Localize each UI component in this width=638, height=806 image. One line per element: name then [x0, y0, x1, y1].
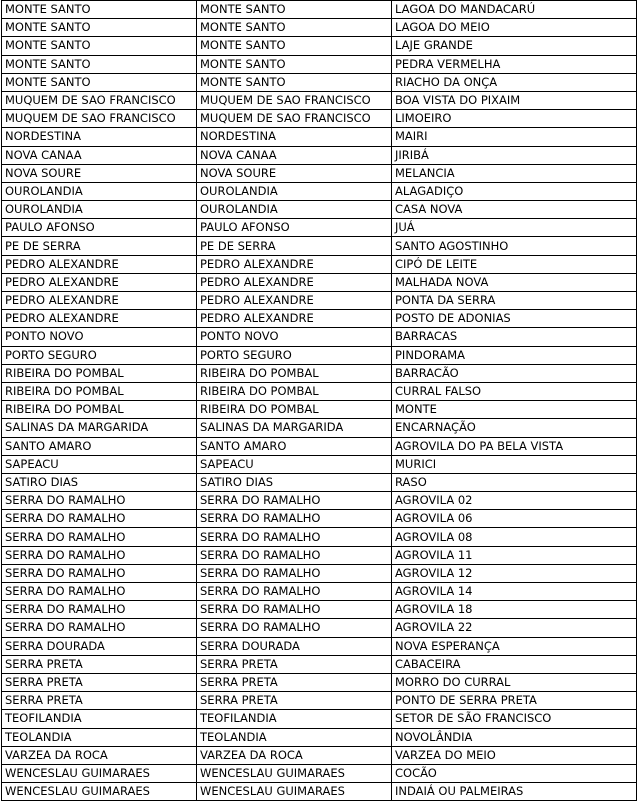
municipality-cell: TEOLANDIA: [2, 728, 197, 746]
locality-cell: CABACEIRA: [392, 655, 637, 673]
municipality-repeat-cell: SALINAS DA MARGARIDA: [197, 419, 392, 437]
municipality-repeat-cell: SERRA PRETA: [197, 692, 392, 710]
municipality-repeat-cell: NOVA SOURE: [197, 164, 392, 182]
municipality-cell: MONTE SANTO: [2, 1, 197, 19]
municipality-cell: PEDRO ALEXANDRE: [2, 255, 197, 273]
municipality-repeat-cell: PEDRO ALEXANDRE: [197, 273, 392, 291]
municipality-repeat-cell: NORDESTINA: [197, 128, 392, 146]
municipality-repeat-cell: SERRA DO RAMALHO: [197, 564, 392, 582]
locality-cell: PONTA DA SERRA: [392, 292, 637, 310]
locality-cell: PEDRA VERMELHA: [392, 55, 637, 73]
locality-cell: MURICI: [392, 455, 637, 473]
locality-cell: AGROVILA 02: [392, 492, 637, 510]
municipality-cell: SERRA DO RAMALHO: [2, 492, 197, 510]
locality-cell: SETOR DE SÃO FRANCISCO: [392, 710, 637, 728]
municipality-cell: NORDESTINA: [2, 128, 197, 146]
locality-cell: LAJE GRANDE: [392, 37, 637, 55]
locality-cell: AGROVILA 22: [392, 619, 637, 637]
table-row: [2, 437, 637, 455]
table-row: [2, 110, 637, 128]
table-row: [2, 164, 637, 182]
table-row: [2, 91, 637, 109]
locality-cell: COCÃO: [392, 764, 637, 782]
municipality-repeat-cell: SERRA DO RAMALHO: [197, 619, 392, 637]
table-row: [2, 401, 637, 419]
locality-cell: RASO: [392, 473, 637, 491]
municipality-repeat-cell: SERRA PRETA: [197, 655, 392, 673]
municipality-repeat-cell: MONTE SANTO: [197, 19, 392, 37]
locality-cell: BOA VISTA DO PIXAIM: [392, 91, 637, 109]
municipality-cell: VARZEA DA ROCA: [2, 746, 197, 764]
municipality-cell: SERRA PRETA: [2, 673, 197, 691]
municipality-cell: SERRA DO RAMALHO: [2, 546, 197, 564]
table-row: [2, 364, 637, 382]
municipality-cell: WENCESLAU GUIMARAES: [2, 764, 197, 782]
municipality-repeat-cell: RIBEIRA DO POMBAL: [197, 364, 392, 382]
table-row: [2, 55, 637, 73]
municipality-repeat-cell: PEDRO ALEXANDRE: [197, 310, 392, 328]
table-row: [2, 201, 637, 219]
table-body: [2, 1, 637, 801]
table-row: [2, 1, 637, 19]
table-row: [2, 783, 637, 801]
municipality-repeat-cell: SERRA DO RAMALHO: [197, 546, 392, 564]
municipality-repeat-cell: PEDRO ALEXANDRE: [197, 292, 392, 310]
locality-cell: ALAGADIÇO: [392, 182, 637, 200]
municipality-repeat-cell: PE DE SERRA: [197, 237, 392, 255]
table-row: [2, 546, 637, 564]
locality-cell: CASA NOVA: [392, 201, 637, 219]
municipality-cell: MONTE SANTO: [2, 55, 197, 73]
locality-cell: MAIRI: [392, 128, 637, 146]
locality-cell: MALHADA NOVA: [392, 273, 637, 291]
municipality-repeat-cell: PEDRO ALEXANDRE: [197, 255, 392, 273]
municipality-cell: PONTO NOVO: [2, 328, 197, 346]
municipality-repeat-cell: WENCESLAU GUIMARAES: [197, 764, 392, 782]
table-row: [2, 346, 637, 364]
table-row: [2, 182, 637, 200]
table-row: [2, 655, 637, 673]
municipality-cell: SATIRO DIAS: [2, 473, 197, 491]
municipality-repeat-cell: SERRA DO RAMALHO: [197, 492, 392, 510]
municipality-repeat-cell: SATIRO DIAS: [197, 473, 392, 491]
locality-cell: NOVA ESPERANÇA: [392, 637, 637, 655]
municipality-cell: MONTE SANTO: [2, 19, 197, 37]
locality-cell: CIPÓ DE LEITE: [392, 255, 637, 273]
table-row: [2, 219, 637, 237]
table-row: [2, 528, 637, 546]
municipality-cell: PEDRO ALEXANDRE: [2, 273, 197, 291]
table-row: [2, 382, 637, 400]
municipality-cell: PAULO AFONSO: [2, 219, 197, 237]
municipality-cell: OUROLANDIA: [2, 182, 197, 200]
municipality-cell: SERRA DO RAMALHO: [2, 619, 197, 637]
municipality-repeat-cell: SERRA DO RAMALHO: [197, 601, 392, 619]
municipality-cell: RIBEIRA DO POMBAL: [2, 364, 197, 382]
municipality-repeat-cell: SERRA PRETA: [197, 673, 392, 691]
municipality-cell: SERRA DO RAMALHO: [2, 601, 197, 619]
table-row: [2, 619, 637, 637]
municipality-repeat-cell: PONTO NOVO: [197, 328, 392, 346]
locality-cell: INDAIÁ OU PALMEIRAS: [392, 783, 637, 801]
municipality-cell: SERRA PRETA: [2, 655, 197, 673]
municipality-repeat-cell: SAPEACU: [197, 455, 392, 473]
municipality-repeat-cell: MONTE SANTO: [197, 73, 392, 91]
municipality-repeat-cell: SERRA DO RAMALHO: [197, 583, 392, 601]
municipality-cell: SERRA PRETA: [2, 692, 197, 710]
municipality-cell: PE DE SERRA: [2, 237, 197, 255]
locality-cell: BARRACAS: [392, 328, 637, 346]
municipality-repeat-cell: MONTE SANTO: [197, 1, 392, 19]
municipality-repeat-cell: TEOLANDIA: [197, 728, 392, 746]
locality-cell: AGROVILA 18: [392, 601, 637, 619]
municipality-repeat-cell: WENCESLAU GUIMARAES: [197, 783, 392, 801]
table-row: [2, 710, 637, 728]
table-row: [2, 510, 637, 528]
municipality-repeat-cell: PAULO AFONSO: [197, 219, 392, 237]
table-row: [2, 37, 637, 55]
locality-cell: AGROVILA 14: [392, 583, 637, 601]
locality-cell: CURRAL FALSO: [392, 382, 637, 400]
municipality-repeat-cell: SERRA DOURADA: [197, 637, 392, 655]
table-row: [2, 455, 637, 473]
table-row: [2, 19, 637, 37]
municipality-repeat-cell: NOVA CANAA: [197, 146, 392, 164]
municipality-repeat-cell: VARZEA DA ROCA: [197, 746, 392, 764]
municipality-cell: MUQUEM DE SAO FRANCISCO: [2, 91, 197, 109]
municipality-cell: SALINAS DA MARGARIDA: [2, 419, 197, 437]
data-table: [1, 0, 637, 801]
municipality-repeat-cell: SERRA DO RAMALHO: [197, 528, 392, 546]
locality-cell: MORRO DO CURRAL: [392, 673, 637, 691]
municipality-cell: PORTO SEGURO: [2, 346, 197, 364]
municipality-repeat-cell: PORTO SEGURO: [197, 346, 392, 364]
table-row: [2, 419, 637, 437]
locality-cell: AGROVILA 06: [392, 510, 637, 528]
table-row: [2, 692, 637, 710]
table-row: [2, 73, 637, 91]
municipality-cell: MONTE SANTO: [2, 73, 197, 91]
table-row: [2, 473, 637, 491]
municipality-cell: SERRA DO RAMALHO: [2, 510, 197, 528]
table-row: [2, 128, 637, 146]
locality-cell: AGROVILA 12: [392, 564, 637, 582]
municipality-repeat-cell: MONTE SANTO: [197, 37, 392, 55]
table-row: [2, 146, 637, 164]
locality-cell: PONTO DE SERRA PRETA: [392, 692, 637, 710]
municipality-cell: SERRA DOURADA: [2, 637, 197, 655]
table-row: [2, 310, 637, 328]
municipality-cell: TEOFILANDIA: [2, 710, 197, 728]
municipality-repeat-cell: MONTE SANTO: [197, 55, 392, 73]
table-row: [2, 601, 637, 619]
municipality-cell: NOVA SOURE: [2, 164, 197, 182]
locality-cell: BARRACÃO: [392, 364, 637, 382]
table-row: [2, 728, 637, 746]
municipality-cell: OUROLANDIA: [2, 201, 197, 219]
table-row: [2, 583, 637, 601]
locality-cell: LAGOA DO MANDACARÚ: [392, 1, 637, 19]
locality-cell: SANTO AGOSTINHO: [392, 237, 637, 255]
municipality-repeat-cell: OUROLANDIA: [197, 201, 392, 219]
table-row: [2, 328, 637, 346]
table-row: [2, 273, 637, 291]
locality-cell: MONTE: [392, 401, 637, 419]
municipality-cell: MONTE SANTO: [2, 37, 197, 55]
municipality-cell: SAPEACU: [2, 455, 197, 473]
locality-cell: AGROVILA 08: [392, 528, 637, 546]
municipality-cell: SERRA DO RAMALHO: [2, 583, 197, 601]
locality-cell: POSTO DE ADONIAS: [392, 310, 637, 328]
table-row: [2, 764, 637, 782]
locality-cell: NOVOLÂNDIA: [392, 728, 637, 746]
municipality-repeat-cell: OUROLANDIA: [197, 182, 392, 200]
municipality-repeat-cell: RIBEIRA DO POMBAL: [197, 382, 392, 400]
table-row: [2, 637, 637, 655]
municipality-cell: MUQUEM DE SAO FRANCISCO: [2, 110, 197, 128]
table-row: [2, 564, 637, 582]
locality-cell: AGROVILA DO PA BELA VISTA: [392, 437, 637, 455]
locality-cell: AGROVILA 11: [392, 546, 637, 564]
table-row: [2, 673, 637, 691]
locality-cell: JIRIBÁ: [392, 146, 637, 164]
table-row: [2, 292, 637, 310]
locality-cell: JUÁ: [392, 219, 637, 237]
municipality-cell: SANTO AMARO: [2, 437, 197, 455]
municipality-repeat-cell: MUQUEM DE SAO FRANCISCO: [197, 110, 392, 128]
locality-cell: LAGOA DO MEIO: [392, 19, 637, 37]
table-row: [2, 492, 637, 510]
municipality-cell: PEDRO ALEXANDRE: [2, 310, 197, 328]
municipality-repeat-cell: MUQUEM DE SAO FRANCISCO: [197, 91, 392, 109]
locality-cell: PINDORAMA: [392, 346, 637, 364]
table-row: [2, 255, 637, 273]
locality-cell: ENCARNAÇÃO: [392, 419, 637, 437]
municipality-repeat-cell: TEOFILANDIA: [197, 710, 392, 728]
municipality-cell: WENCESLAU GUIMARAES: [2, 783, 197, 801]
municipality-cell: SERRA DO RAMALHO: [2, 528, 197, 546]
municipality-cell: RIBEIRA DO POMBAL: [2, 401, 197, 419]
municipality-repeat-cell: RIBEIRA DO POMBAL: [197, 401, 392, 419]
municipality-cell: RIBEIRA DO POMBAL: [2, 382, 197, 400]
locality-cell: MELANCIA: [392, 164, 637, 182]
locality-cell: VARZEA DO MEIO: [392, 746, 637, 764]
table-row: [2, 746, 637, 764]
municipality-repeat-cell: SANTO AMARO: [197, 437, 392, 455]
table-row: [2, 237, 637, 255]
municipality-repeat-cell: SERRA DO RAMALHO: [197, 510, 392, 528]
municipality-cell: SERRA DO RAMALHO: [2, 564, 197, 582]
municipality-cell: NOVA CANAA: [2, 146, 197, 164]
locality-cell: LIMOEIRO: [392, 110, 637, 128]
municipality-cell: PEDRO ALEXANDRE: [2, 292, 197, 310]
locality-cell: RIACHO DA ONÇA: [392, 73, 637, 91]
